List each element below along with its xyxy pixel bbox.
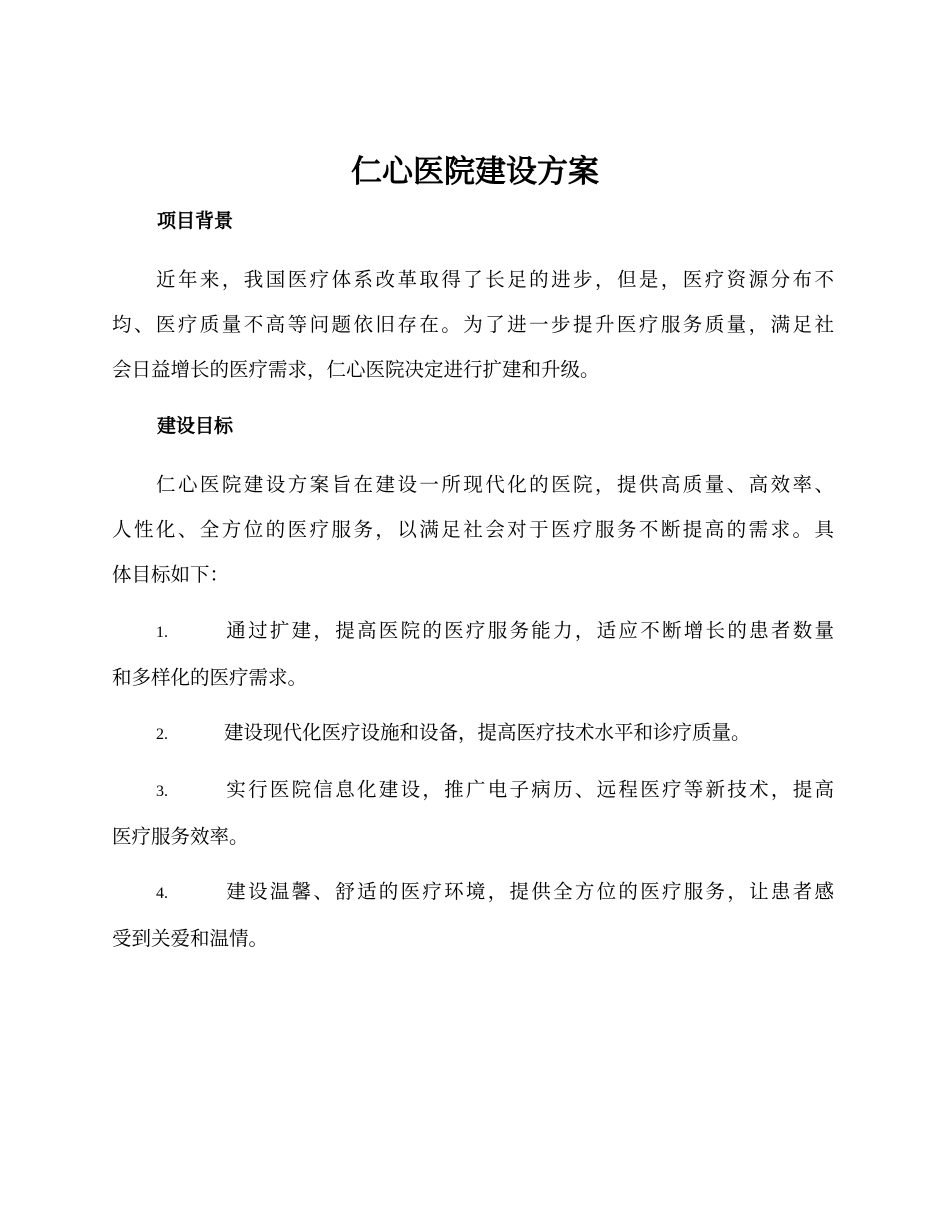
list-item-text: 建设温馨、舒适的医疗环境，提供全方位的医疗服务，让患者感 <box>224 880 834 903</box>
list-item-first-line <box>112 869 834 916</box>
list-item-text: 受到关爱和温情。 <box>112 927 269 950</box>
section-heading-goals: 建设目标 <box>157 415 234 437</box>
paragraph-line: 体目标如下： <box>112 563 230 586</box>
paragraph-line: 会日益增长的医疗需求，仁心医院决定进行扩建和升级。 <box>112 358 600 381</box>
list-item-text: 实行医院信息化建设，推广电子病历、远程医疗等新技术，提高 <box>224 778 834 801</box>
list-item <box>112 608 834 700</box>
list-item-text: 医疗服务效率。 <box>112 825 249 848</box>
list-item-text: 通过扩建，提高医院的医疗服务能力，适应不断增长的患者数量 <box>224 619 834 642</box>
list-item <box>112 869 834 961</box>
paragraph-line: 人性化、全方位的医疗服务，以满足社会对于医疗服务不断提高的需求。具 <box>112 518 834 541</box>
list-item-text: 和多样化的医疗需求。 <box>112 666 308 689</box>
list-item <box>112 710 834 757</box>
paragraph-line: 仁心医院建设方案旨在建设一所现代化的医院，提供高质量、高效率、 <box>156 473 834 496</box>
list-item-first-line <box>112 710 834 757</box>
paragraph-line: 近年来，我国医疗体系改革取得了长足的进步，但是，医疗资源分布不 <box>156 268 834 291</box>
paragraph-goals <box>112 462 834 597</box>
list-item-first-line <box>112 608 834 655</box>
document-title: 仁心医院建设方案 <box>351 154 599 190</box>
paragraph-background <box>112 257 834 392</box>
list-item-number: 1. <box>156 624 168 641</box>
list-item-first-line <box>112 767 834 814</box>
list-item-number: 3. <box>156 783 168 800</box>
list-item-number: 4. <box>156 885 168 902</box>
list-item <box>112 767 834 859</box>
list-item-number: 2. <box>156 726 168 743</box>
paragraph-line: 均、医疗质量不高等问题依旧存在。为了进一步提升医疗服务质量，满足社 <box>112 313 834 336</box>
list-item-text: 建设现代化医疗设施和设备，提高医疗技术水平和诊疗质量。 <box>224 721 751 744</box>
section-heading-background: 项目背景 <box>157 210 234 232</box>
